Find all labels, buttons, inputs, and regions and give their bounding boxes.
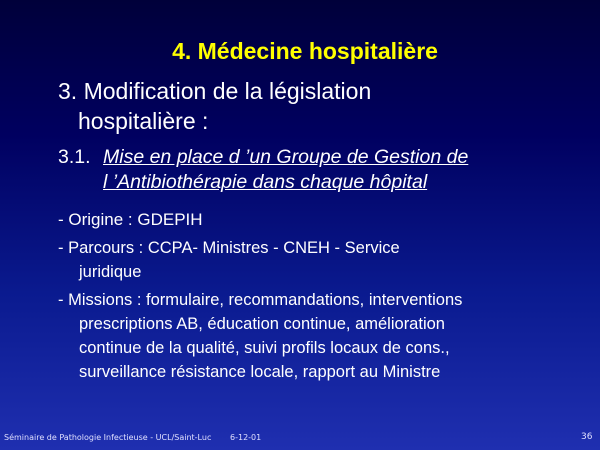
bullet-parcours: [58, 236, 578, 284]
bullet-line: - Missions : formulaire, recommandations, interventions: [58, 291, 463, 309]
subsection-title-line2: l ’Antibiothérapie dans chaque hôpital: [103, 171, 428, 193]
section-heading: [58, 76, 578, 136]
bullet-continuation: continue de la qualité, suivi profils locaux de cons.,: [79, 339, 450, 357]
bullet-line: - Parcours : CCPA- Ministres - CNEH - Service: [58, 239, 400, 257]
page-number: 36: [581, 432, 593, 442]
bullet-line: - Origine : GDEPIH: [58, 210, 203, 229]
subsection-number: 3.1.: [58, 146, 91, 168]
bullet-missions: [58, 288, 578, 384]
section-heading-line1: 3. Modification de la législation: [58, 78, 372, 104]
bullet-continuation: prescriptions AB, éducation continue, amélioration: [79, 315, 445, 333]
footer-seminar-label: Séminaire de Pathologie Infectieuse - UCL/Saint-Luc: [4, 433, 212, 442]
bullet-origine: [58, 208, 578, 232]
section-heading-line2: hospitalière :: [78, 108, 209, 134]
slide-title: 4. Médecine hospitalière: [172, 38, 438, 64]
bullet-continuation: juridique: [79, 263, 142, 281]
bullet-list: [58, 208, 578, 384]
subsection-heading: [58, 145, 578, 195]
subsection-title-line1: Mise en place d ’un Groupe de Gestion de: [103, 146, 469, 168]
bullet-continuation: surveillance résistance locale, rapport au Ministre: [79, 363, 441, 381]
footer-date: 6-12-01: [230, 433, 262, 442]
